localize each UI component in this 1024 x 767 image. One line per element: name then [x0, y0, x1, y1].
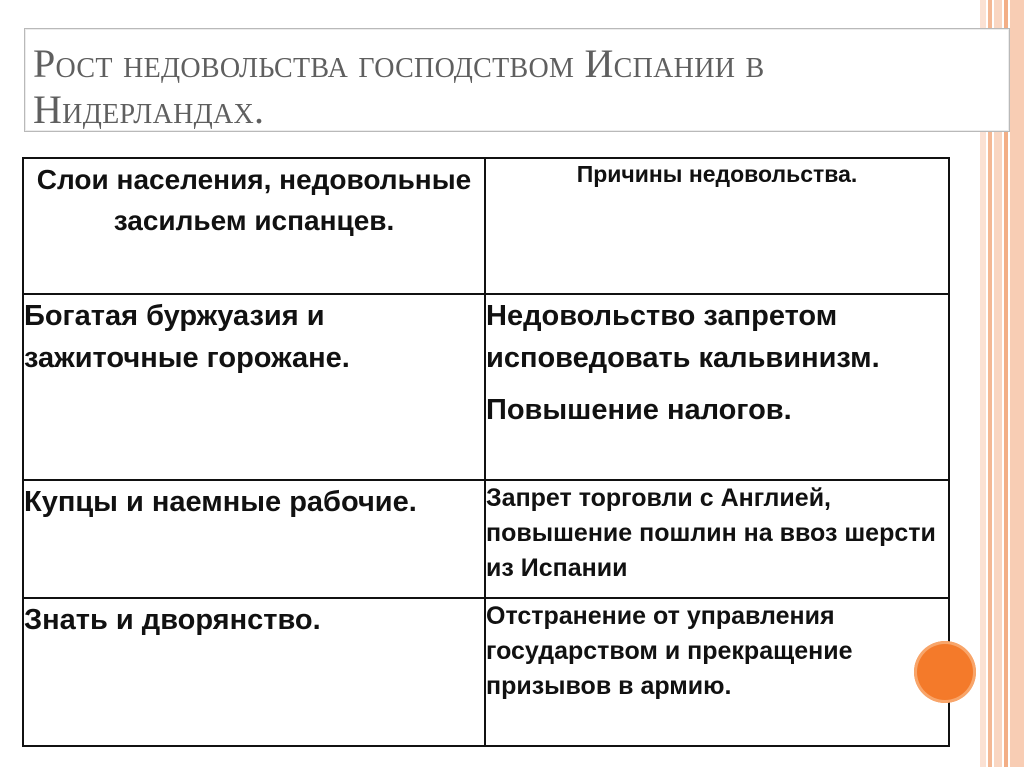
table-row: [23, 294, 949, 480]
group-cell: Богатая буржуазия и зажиточные горожане.: [23, 294, 485, 480]
header-groups: Слои населения, недовольные засильем испанцев.: [23, 158, 485, 294]
reason-text: Отстранение от управления государством и прекращение призывов в армию.: [486, 602, 853, 700]
grievances-table: [22, 157, 950, 747]
header-reasons: Причины недовольства.: [485, 158, 949, 294]
table-row: [23, 598, 949, 746]
decorative-circle: [914, 641, 976, 703]
group-cell: Знать и дворянство.: [23, 598, 485, 746]
reason-cell: [485, 598, 949, 746]
title-frame: [24, 28, 1010, 132]
reason-cell: [485, 294, 949, 480]
reason-text: Запрет торговли с Англией, повышение пошлин на ввоз шерсти из Испании: [486, 484, 936, 582]
reason-cell: [485, 480, 949, 598]
reason-text: Повышение налогов.: [486, 394, 792, 426]
table-header-row: [23, 158, 949, 294]
table-row: [23, 480, 949, 598]
slide-title: Рост недовольства господством Испании в Нидерландах.: [33, 41, 765, 132]
reason-text: Недовольство запретом исповедовать кальвинизм.: [486, 300, 880, 374]
stripe: [1010, 0, 1024, 767]
group-cell: Купцы и наемные рабочие.: [23, 480, 485, 598]
